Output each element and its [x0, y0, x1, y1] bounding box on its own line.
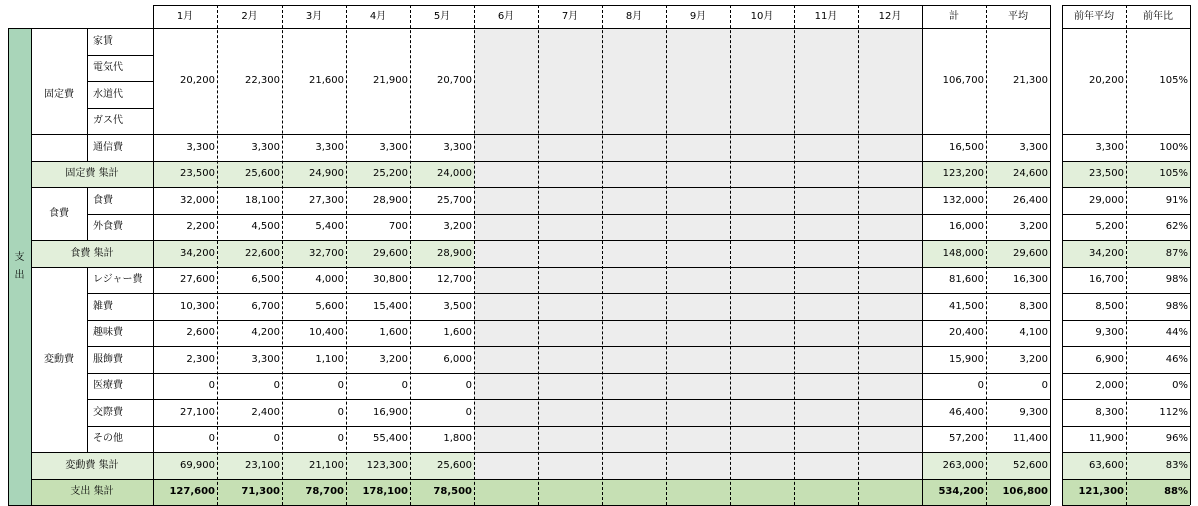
grid-line	[31, 267, 1050, 268]
grid-line	[87, 293, 1050, 294]
month-value: 23,100	[217, 452, 282, 479]
month-header: 3月	[305, 10, 323, 22]
month-value: 10,400	[309, 327, 344, 338]
month-header: 5月	[433, 10, 451, 22]
subtotal-label: 固定費 集計	[31, 161, 153, 187]
month-value: 25,200	[346, 161, 410, 187]
item-label: ガス代	[93, 115, 123, 126]
grid-line	[602, 5, 603, 505]
empty-months	[474, 426, 922, 452]
month-value: 1,100	[315, 353, 344, 365]
yoy-value: 46%	[1165, 353, 1188, 365]
item-label: 交際費	[93, 406, 123, 418]
empty-months	[474, 399, 922, 426]
empty-months	[474, 320, 922, 346]
month-value: 0	[208, 433, 215, 444]
month-value: 2,300	[186, 353, 215, 365]
month-value: 6,700	[251, 300, 280, 312]
month-value: 15,400	[373, 300, 408, 312]
grid-line	[87, 267, 88, 452]
total-value: 81,600	[949, 274, 984, 285]
section-label-char: 出	[14, 269, 25, 281]
empty-months	[474, 161, 922, 187]
total-header: 計	[949, 10, 959, 22]
month-value: 123,300	[346, 452, 410, 479]
month-value: 22,600	[217, 240, 282, 267]
month-value: 29,600	[346, 240, 410, 267]
subtotal-label: 変動費 集計	[31, 452, 153, 479]
grid-line	[858, 5, 859, 505]
grid-line	[87, 108, 153, 109]
average-value: 16,300	[1013, 274, 1048, 285]
month-value: 0	[208, 380, 215, 391]
month-header: 8月	[625, 10, 643, 22]
total-value: 16,000	[949, 221, 984, 232]
total-value: 46,400	[949, 406, 984, 418]
month-value: 32,000	[180, 194, 215, 206]
month-value: 0	[337, 433, 344, 444]
month-value: 2,400	[251, 406, 280, 418]
total-value: 123,200	[922, 161, 986, 187]
month-value: 28,900	[410, 240, 474, 267]
month-value: 69,900	[153, 452, 217, 479]
month-header: 12月	[878, 10, 902, 22]
prev-average-value: 9,300	[1095, 327, 1124, 338]
grid-line	[31, 187, 1050, 188]
empty-months	[474, 267, 922, 293]
yoy-value: 98%	[1165, 274, 1188, 285]
yoy-value: 0%	[1172, 380, 1188, 391]
yoy-value: 44%	[1165, 327, 1188, 338]
grid-line	[8, 28, 1050, 29]
month-value: 3,500	[443, 300, 472, 312]
total-value: 148,000	[922, 240, 986, 267]
yoy-value: 105%	[1159, 75, 1188, 86]
yoy-value: 100%	[1159, 141, 1188, 153]
prev-average-value: 121,300	[1062, 479, 1126, 505]
month-value: 0	[337, 380, 344, 391]
item-label: 食費	[93, 194, 113, 206]
month-value: 3,300	[443, 141, 472, 153]
grid-line	[538, 5, 539, 505]
month-value: 6,500	[251, 274, 280, 285]
month-value: 3,200	[379, 353, 408, 365]
grid-line	[31, 479, 1050, 480]
month-value: 4,500	[251, 221, 280, 232]
item-label: 水道代	[93, 88, 123, 100]
yoy-value: 88%	[1126, 479, 1190, 505]
month-value: 4,200	[251, 327, 280, 338]
total-value: 263,000	[922, 452, 986, 479]
month-value: 28,900	[373, 194, 408, 206]
yoy-value: 98%	[1165, 300, 1188, 312]
grid-line	[87, 214, 1050, 215]
subtotal-label: 食費 集計	[31, 240, 153, 267]
prev-average-value: 3,300	[1095, 141, 1124, 153]
month-value: 5,600	[315, 300, 344, 312]
grand-total-label: 支出 集計	[31, 479, 153, 505]
grid-line	[666, 5, 667, 505]
grid-line	[1190, 5, 1191, 505]
grid-line	[87, 81, 153, 82]
total-value: 15,900	[949, 353, 984, 365]
month-value: 20,200	[180, 75, 215, 86]
prev-average-value: 29,000	[1089, 194, 1124, 206]
section-label	[8, 28, 31, 505]
average-value: 106,800	[986, 479, 1050, 505]
average-value: 4,100	[1019, 327, 1048, 338]
prev-average-value: 16,700	[1089, 274, 1124, 285]
item-label: 家賃	[93, 35, 113, 47]
section-label-char: 支	[14, 251, 25, 263]
item-label: 通信費	[93, 141, 123, 153]
group-label: 固定費	[44, 88, 74, 100]
month-value: 3,300	[379, 141, 408, 153]
month-value: 30,800	[373, 274, 408, 285]
total-value: 57,200	[949, 433, 984, 444]
month-value: 0	[337, 406, 344, 418]
grid-line	[153, 5, 154, 505]
item-label: 外食費	[93, 221, 123, 232]
month-value: 127,600	[153, 479, 217, 505]
month-value: 178,100	[346, 479, 410, 505]
group-label: 変動費	[44, 353, 74, 365]
month-value: 1,800	[443, 433, 472, 444]
month-value: 3,300	[251, 141, 280, 153]
grid-line	[986, 5, 987, 505]
grid-line	[31, 161, 1050, 162]
grid-line	[31, 240, 1050, 241]
grid-line	[1062, 5, 1063, 505]
month-value: 0	[465, 380, 472, 391]
total-value: 132,000	[942, 194, 984, 206]
month-value: 78,700	[282, 479, 346, 505]
month-value: 5,400	[315, 221, 344, 232]
month-value: 3,200	[443, 221, 472, 232]
grid-line	[8, 28, 9, 505]
empty-months	[474, 28, 922, 134]
grid-line	[794, 5, 795, 505]
month-value: 0	[273, 433, 280, 444]
grid-line	[87, 320, 1050, 321]
average-value: 0	[1041, 380, 1048, 391]
average-value: 21,300	[1013, 75, 1048, 86]
average-value: 3,200	[1019, 353, 1048, 365]
total-value: 16,500	[949, 141, 984, 153]
month-value: 27,300	[309, 194, 344, 206]
total-value: 41,500	[949, 300, 984, 312]
yoy-value: 62%	[1165, 221, 1188, 232]
month-header: 4月	[369, 10, 387, 22]
month-value: 24,900	[282, 161, 346, 187]
prev-average-value: 5,200	[1095, 221, 1124, 232]
average-value: 29,600	[986, 240, 1050, 267]
average-value: 24,600	[986, 161, 1050, 187]
prev-average-value: 11,900	[1089, 433, 1124, 444]
month-value: 0	[465, 406, 472, 418]
total-value: 0	[977, 380, 984, 391]
month-value: 4,000	[315, 274, 344, 285]
month-header: 7月	[561, 10, 579, 22]
prev-average-value: 6,900	[1095, 353, 1124, 365]
average-value: 52,600	[986, 452, 1050, 479]
month-value: 3,300	[186, 141, 215, 153]
month-value: 25,600	[217, 161, 282, 187]
prev-average-value: 34,200	[1062, 240, 1126, 267]
item-label: その他	[93, 433, 123, 444]
total-value: 534,200	[922, 479, 986, 505]
month-value: 2,200	[186, 221, 215, 232]
grid-line	[922, 5, 923, 505]
grid-line	[730, 5, 731, 505]
empty-months	[474, 452, 922, 479]
grid-line	[87, 187, 88, 240]
group-label: 食費	[49, 207, 69, 219]
item-label: 雑費	[93, 300, 113, 312]
grid-line	[87, 55, 153, 56]
month-value: 27,600	[180, 274, 215, 285]
yoy-value: 96%	[1165, 433, 1188, 444]
item-label: レジャー費	[93, 274, 143, 285]
month-value: 21,100	[282, 452, 346, 479]
yoy-header: 前年比	[1143, 10, 1173, 22]
month-value: 3,300	[315, 141, 344, 153]
month-value: 71,300	[217, 479, 282, 505]
prev-average-value: 63,600	[1062, 452, 1126, 479]
month-value: 1,600	[379, 327, 408, 338]
grid-line	[474, 5, 475, 505]
grid-line	[87, 426, 1050, 427]
month-value: 12,700	[437, 274, 472, 285]
prev-average-header: 前年平均	[1074, 10, 1114, 22]
month-value: 16,900	[373, 406, 408, 418]
yoy-value: 112%	[1159, 406, 1188, 418]
empty-months	[474, 479, 922, 505]
month-value: 24,000	[410, 161, 474, 187]
average-value: 3,300	[1019, 141, 1048, 153]
prev-average-value: 23,500	[1062, 161, 1126, 187]
month-header: 11月	[814, 10, 838, 22]
month-value: 34,200	[153, 240, 217, 267]
month-value: 21,600	[309, 75, 344, 86]
month-value: 22,300	[245, 75, 280, 86]
month-value: 0	[273, 380, 280, 391]
month-value: 1,600	[443, 327, 472, 338]
month-value: 6,000	[443, 353, 472, 365]
month-value: 10,300	[180, 300, 215, 312]
month-value: 2,600	[186, 327, 215, 338]
month-value: 32,700	[282, 240, 346, 267]
month-header: 2月	[241, 10, 258, 22]
prev-average-value: 20,200	[1089, 75, 1124, 86]
grid-line	[1050, 5, 1051, 505]
prev-average-value: 2,000	[1095, 380, 1124, 391]
month-value: 700	[388, 221, 408, 232]
grid-line	[282, 5, 283, 505]
prev-average-value: 8,500	[1095, 300, 1124, 312]
empty-months	[474, 373, 922, 399]
grid-line	[217, 5, 218, 505]
yoy-value: 83%	[1126, 452, 1190, 479]
month-value: 55,400	[373, 433, 408, 444]
month-value: 20,700	[437, 75, 472, 86]
grid-line	[87, 399, 1050, 400]
grid-line	[87, 346, 1050, 347]
month-value: 0	[401, 380, 408, 391]
month-header: 1月	[176, 10, 194, 22]
grid-line	[410, 5, 411, 505]
yoy-value: 91%	[1165, 194, 1188, 206]
item-label: 服飾費	[93, 353, 123, 365]
grid-line	[87, 28, 88, 161]
month-header: 9月	[689, 10, 707, 22]
month-value: 27,100	[180, 406, 215, 418]
average-value: 8,300	[1019, 300, 1048, 312]
month-value: 21,900	[373, 75, 408, 86]
grid-line	[31, 452, 1050, 453]
average-value: 9,300	[1019, 406, 1048, 418]
grid-line	[346, 5, 347, 505]
yoy-value: 105%	[1126, 161, 1190, 187]
empty-months	[474, 214, 922, 240]
grid-line	[31, 28, 32, 505]
month-value: 25,600	[410, 452, 474, 479]
prev-average-value: 8,300	[1095, 406, 1124, 418]
total-value: 106,700	[942, 75, 984, 86]
empty-months	[474, 187, 922, 214]
item-label: 趣味費	[93, 327, 123, 338]
average-header: 平均	[1008, 10, 1028, 22]
empty-months	[474, 293, 922, 320]
average-value: 26,400	[1013, 194, 1048, 206]
month-header: 6月	[497, 10, 515, 22]
empty-months	[474, 240, 922, 267]
month-value: 18,100	[245, 194, 280, 206]
month-value: 23,500	[153, 161, 217, 187]
empty-months	[474, 346, 922, 373]
total-value: 20,400	[949, 327, 984, 338]
item-label: 電気代	[93, 62, 123, 73]
average-value: 11,400	[1013, 433, 1048, 444]
month-value: 3,300	[251, 353, 280, 365]
empty-months	[474, 134, 922, 161]
average-value: 3,200	[1019, 221, 1048, 232]
month-value: 25,700	[437, 194, 472, 206]
grid-line	[1126, 5, 1127, 505]
item-label: 医療費	[93, 380, 123, 391]
yoy-value: 87%	[1126, 240, 1190, 267]
month-header: 10月	[750, 10, 774, 22]
grid-line	[87, 373, 1050, 374]
grid-line	[31, 134, 1050, 135]
month-value: 78,500	[410, 479, 474, 505]
